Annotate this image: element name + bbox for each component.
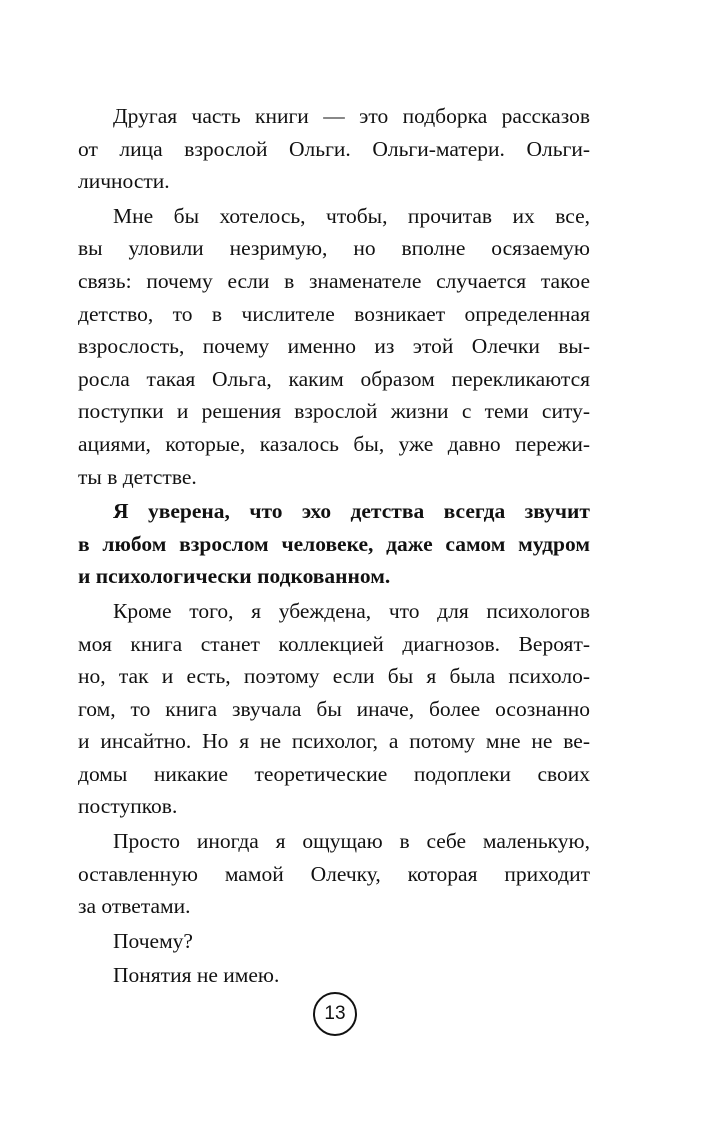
text-line: Почему?: [113, 928, 193, 953]
text-line: и психологически подкованном.: [78, 564, 391, 589]
text-line: но, так и есть, поэтому если бы я была психоло-: [78, 664, 590, 689]
text-line: моя книга станет коллекцией диагнозов. Вероят-: [78, 631, 590, 656]
text-line: Кроме того, я убеждена, что для психологов: [113, 598, 590, 623]
text-line: поступков.: [78, 794, 178, 819]
text-line: за ответами.: [78, 894, 191, 919]
text-line: ациями, которые, казалось бы, уже давно пережи-: [78, 431, 590, 456]
text-line: росла такая Ольга, каким образом перекликаются: [78, 366, 590, 391]
text-line: Другая часть книги — это подборка рассказов: [113, 104, 590, 128]
text-line: личности.: [78, 169, 170, 194]
page-number: 13: [313, 992, 357, 1036]
text-line: и инсайтно. Но я не психолог, а потому мне не ве-: [78, 729, 590, 754]
page-body: [78, 100, 590, 992]
text-line: Просто иногда я ощущаю в себе маленькую,: [113, 829, 590, 854]
paragraph-bold-statement: [78, 495, 590, 593]
text-line: детство, то в числителе возникает определенная: [78, 301, 590, 326]
paragraph-why: [78, 925, 590, 958]
text-line: связь: почему если в знаменателе случается такое: [78, 268, 590, 293]
paragraph-no-idea: [78, 959, 590, 992]
text-line: вы уловили незримую, но вполне осязаемую: [78, 236, 590, 261]
text-line: гом, то книга звучала бы иначе, более осознанно: [78, 696, 590, 721]
paragraph-psychologists: [78, 595, 590, 823]
text-line: домы никакие теоретические подоплеки своих: [78, 761, 590, 786]
paragraph-little-girl: [78, 825, 590, 923]
text-line: Понятия не имею.: [113, 963, 280, 988]
text-line: оставленную мамой Олечку, которая приходит: [78, 861, 590, 886]
text-line: взрослость, почему именно из этой Олечки вы-: [78, 334, 590, 359]
text-line: поступки и решения взрослой жизни с теми ситу-: [78, 399, 590, 424]
text-line: в любом взрослом человеке, даже самом мудром: [78, 531, 590, 556]
text-line: ты в детстве.: [78, 464, 197, 489]
text-line: Мне бы хотелось, чтобы, прочитав их все,: [113, 203, 590, 228]
paragraph-book-part: [78, 100, 590, 198]
text-line: от лица взрослой Ольги. Ольги-матери. Ольги-: [78, 136, 590, 161]
paragraph-connection: [78, 200, 590, 493]
text-line: Я уверена, что эхо детства всегда звучит: [113, 499, 590, 524]
